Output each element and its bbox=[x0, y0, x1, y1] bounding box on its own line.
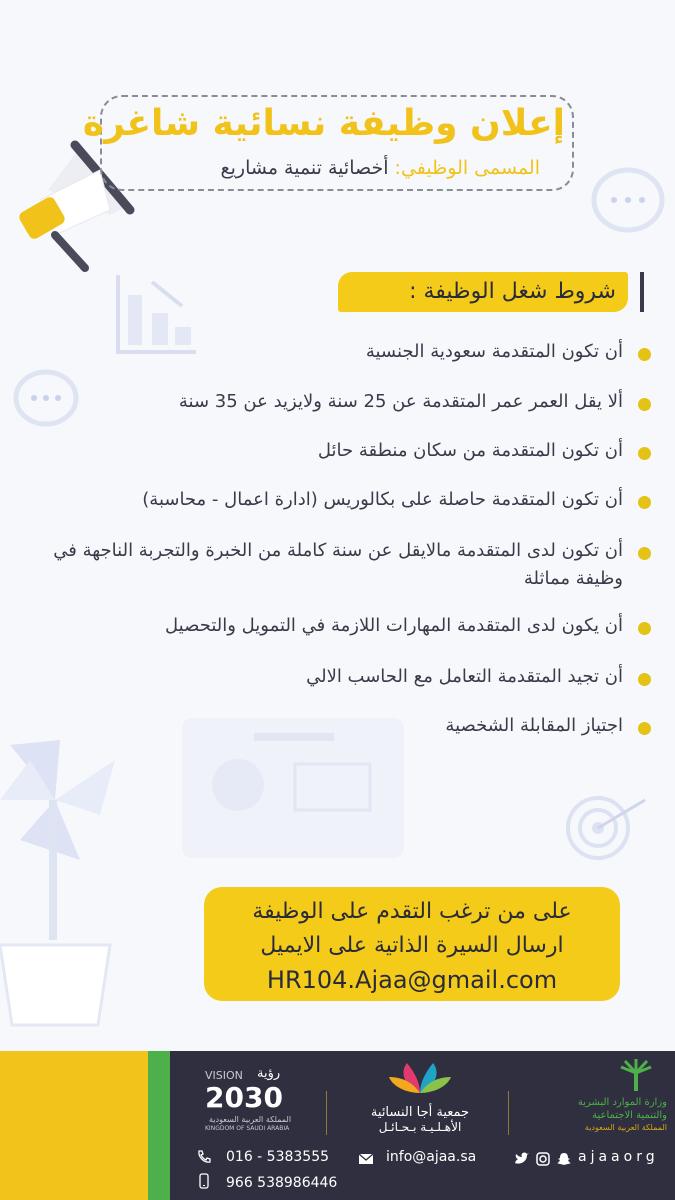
section-accent-bar bbox=[640, 272, 644, 312]
mail-icon bbox=[358, 1151, 374, 1167]
vision-word: VISION bbox=[205, 1069, 243, 1082]
job-title-line bbox=[221, 157, 541, 179]
apply-email-link[interactable]: HR104.Ajaa@gmail.com bbox=[266, 966, 558, 994]
ministry-line-2: والتنمية الاجتماعية bbox=[592, 1110, 667, 1121]
list-item bbox=[35, 663, 655, 691]
footer-accent-green bbox=[148, 1051, 170, 1200]
contact-email[interactable]: info@ajaa.sa bbox=[386, 1149, 477, 1165]
mobile-icon bbox=[196, 1173, 212, 1189]
divider bbox=[326, 1091, 327, 1135]
apply-line-2: ارسال السيرة الذاتية على الايميل bbox=[260, 933, 564, 958]
requirement-text: اجتياز المقابلة الشخصية bbox=[445, 715, 623, 736]
list-item bbox=[35, 338, 655, 366]
vision-year: 2030 bbox=[205, 1081, 283, 1114]
vision-kingdom-ar: المملكة العربية السعودية bbox=[209, 1115, 292, 1124]
apply-instructions-box bbox=[204, 887, 620, 1001]
divider bbox=[508, 1091, 509, 1135]
bullet-icon bbox=[638, 722, 651, 735]
vision-2030-logo bbox=[205, 1066, 297, 1132]
mobile-number[interactable]: 966 538986446 bbox=[226, 1175, 338, 1191]
list-item bbox=[35, 388, 655, 416]
organization-sub: الأهـلـيـة بـحـائـل bbox=[378, 1120, 462, 1134]
bullet-icon bbox=[638, 398, 651, 411]
chat-bubble-icon bbox=[594, 170, 662, 230]
bullet-icon bbox=[638, 496, 651, 509]
bullet-icon bbox=[638, 673, 651, 686]
ministry-line-3: المملكة العربية السعودية bbox=[584, 1123, 667, 1132]
palm-icon bbox=[619, 1059, 653, 1093]
apply-line-1: على من ترغب التقدم على الوظيفة bbox=[252, 899, 572, 924]
footer-accent-yellow bbox=[0, 1051, 160, 1200]
vision-kingdom-en: KINGDOM OF SAUDI ARABIA bbox=[205, 1125, 290, 1132]
instagram-icon[interactable] bbox=[535, 1151, 551, 1167]
list-item bbox=[35, 437, 655, 465]
pinwheel-icon bbox=[0, 740, 115, 1025]
requirement-text: أن تجيد المتقدمة التعامل مع الحاسب الالي bbox=[306, 666, 623, 687]
organization-logo bbox=[370, 1057, 470, 1143]
phone-icon bbox=[196, 1149, 212, 1165]
ministry-logo bbox=[552, 1059, 667, 1139]
list-item bbox=[35, 712, 655, 740]
job-title-label: المسمى الوظيفي: bbox=[394, 157, 540, 179]
list-item bbox=[35, 537, 655, 593]
job-title-value: أخصائية تنمية مشاريع bbox=[220, 157, 389, 179]
bullet-icon bbox=[638, 348, 651, 361]
target-icon bbox=[568, 798, 645, 858]
lotus-icon bbox=[385, 1059, 455, 1097]
vision-ar: رؤية bbox=[257, 1066, 281, 1081]
organization-name: جمعية أجا النسائية bbox=[370, 1105, 470, 1120]
social-handle[interactable]: ajaaorg bbox=[578, 1149, 659, 1165]
requirement-text: ألا يقل العمر عمر المتقدمة عن 25 سنة ولايزيد عن 35 سنة bbox=[178, 391, 623, 412]
requirement-text: أن تكون المتقدمة سعودية الجنسية bbox=[365, 341, 623, 362]
bullet-icon bbox=[638, 547, 651, 560]
list-item bbox=[35, 486, 655, 514]
twitter-icon[interactable] bbox=[514, 1151, 530, 1167]
requirement-text: أن يكون لدى المتقدمة المهارات اللازمة في التمويل والتحصيل bbox=[165, 615, 623, 636]
footer bbox=[0, 1051, 675, 1200]
requirement-text: أن تكون المتقدمة حاصلة على بكالوريس (ادارة اعمال - محاسبة) bbox=[142, 489, 623, 510]
snapchat-icon[interactable] bbox=[556, 1151, 572, 1167]
requirement-text: أن تكون لدى المتقدمة مالايقل عن سنة كاملة من الخبرة والتجربة الناجهة في وظيفة مماثلة bbox=[53, 540, 623, 589]
phone-number[interactable]: 016 - 5383555 bbox=[226, 1149, 330, 1165]
list-item bbox=[35, 612, 655, 640]
requirement-text: أن تكون المتقدمة من سكان منطقة حائل bbox=[317, 440, 623, 461]
page-title: إعلان وظيفة نسائية شاغرة bbox=[82, 103, 565, 144]
bullet-icon bbox=[638, 447, 651, 460]
section-title: شروط شغل الوظيفة : bbox=[338, 272, 628, 312]
bullet-icon bbox=[638, 622, 651, 635]
ministry-line-1: وزارة الموارد البشرية bbox=[577, 1097, 667, 1108]
